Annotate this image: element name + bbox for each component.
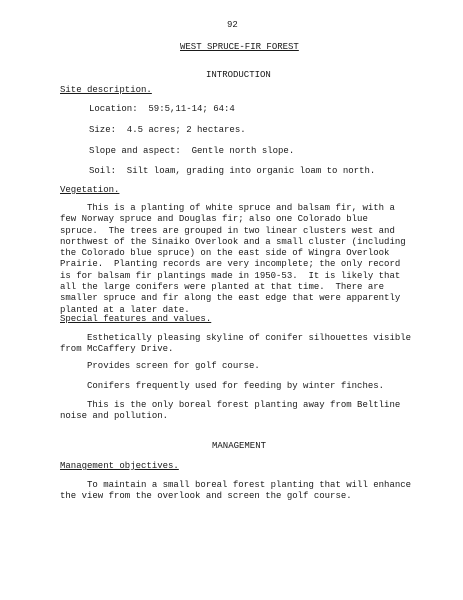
- site-soil: Soil: Silt loam, grading into organic loam to north.: [89, 166, 376, 176]
- vegetation-line: planted at a later date.: [60, 304, 190, 315]
- vegetation-line: smaller spruce and fir along the east edge that were apparently: [60, 293, 401, 304]
- management-objectives-heading: Management objectives.: [60, 461, 179, 471]
- management-objectives-paragraph: [60, 480, 411, 503]
- site-slope: Slope and aspect: Gentle north slope.: [89, 146, 295, 156]
- vegetation-line: the Colorado blue spruce) on the east side of Wingra Overlook: [60, 248, 390, 259]
- vegetation-line: few Norway spruce and Douglas fir; also one Colorado blue: [60, 214, 368, 225]
- vegetation-line: is for balsam fir plantings made in 1950-53. It is likely that: [60, 270, 401, 281]
- special-features-heading: Special features and values.: [60, 314, 212, 324]
- vegetation-line: This is a planting of white spruce and balsam fir, with a: [60, 203, 395, 213]
- objectives-line: To maintain a small boreal forest planting that will enhance: [60, 480, 412, 490]
- special-line: noise and pollution.: [60, 411, 169, 422]
- special-paragraph-skyline: [60, 333, 411, 356]
- site-size: Size: 4.5 acres; 2 hectares.: [89, 125, 246, 135]
- section-heading-management: MANAGEMENT: [212, 441, 267, 451]
- special-paragraph-screen: Provides screen for golf course.: [60, 361, 260, 371]
- special-line: Esthetically pleasing skyline of conifer silhouettes visible: [60, 333, 412, 343]
- vegetation-paragraph: [60, 203, 406, 316]
- objectives-line: the view from the overlook and screen the golf course.: [60, 491, 352, 502]
- document-title: WEST SPRUCE-FIR FOREST: [180, 42, 299, 52]
- special-line: from McCaffery Drive.: [60, 344, 174, 355]
- special-paragraph-boreal: [60, 400, 400, 423]
- site-description-heading: Site description.: [60, 85, 152, 95]
- vegetation-line: northwest of the Sinaiko Overlook and a small cluster (including: [60, 236, 406, 247]
- vegetation-heading: Vegetation.: [60, 185, 120, 195]
- vegetation-line: all the large conifers were planted at that time. There are: [60, 282, 385, 293]
- vegetation-line: Prairie. Planting records are very incomplete; the only record: [60, 259, 401, 270]
- special-line: This is the only boreal forest planting away from Beltline: [60, 400, 401, 410]
- special-paragraph-finches: Conifers frequently used for feeding by winter finches.: [60, 381, 385, 391]
- vegetation-line: spruce. The trees are grouped in two linear clusters west and: [60, 225, 395, 236]
- site-location: Location: 59:5,11-14; 64:4: [89, 104, 235, 114]
- section-heading-introduction: INTRODUCTION: [206, 70, 271, 80]
- page-number: 92: [227, 20, 238, 30]
